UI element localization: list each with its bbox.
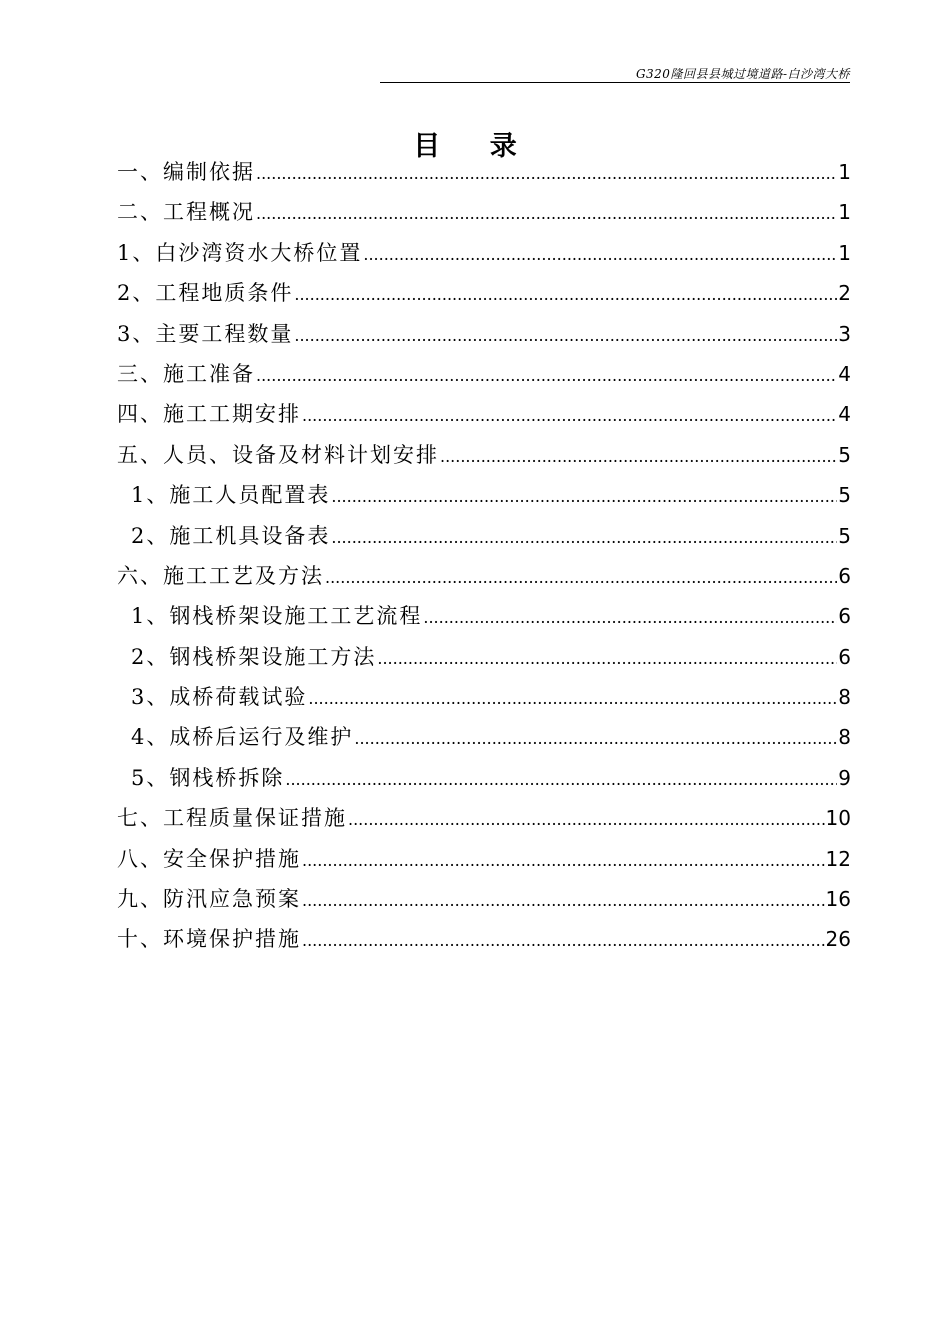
toc-entry-page-number: 5 xyxy=(838,523,851,548)
toc-dot-leader xyxy=(294,320,837,352)
toc-entry-page-number: 9 xyxy=(838,765,851,790)
toc-dot-leader xyxy=(256,360,837,392)
toc-dot-leader xyxy=(302,885,825,917)
toc-entry-label: 三、施工准备 xyxy=(117,361,255,386)
toc-entry-page-number: 6 xyxy=(838,604,851,629)
toc-entry-label: 九、防汛应急预案 xyxy=(117,887,301,912)
toc-entry[interactable] xyxy=(117,277,851,317)
toc-entry[interactable] xyxy=(117,318,851,358)
toc-entry[interactable] xyxy=(117,883,851,923)
toc-entry-label: 八、安全保护措施 xyxy=(117,846,301,871)
toc-entry-label: 四、施工工期安排 xyxy=(117,402,301,427)
toc-dot-leader xyxy=(302,925,825,957)
toc-dot-leader xyxy=(377,643,837,675)
toc-entry-label: 3、主要工程数量 xyxy=(117,321,294,346)
toc-dot-leader xyxy=(331,522,837,554)
toc-entry-page-number: 8 xyxy=(838,685,851,710)
toc-entry[interactable] xyxy=(117,196,851,236)
header-text: G320隆回县县城过境道路-白沙湾大桥 xyxy=(635,67,850,81)
toc-entry-label: 1、施工人员配置表 xyxy=(131,483,331,508)
toc-entry-page-number: 10 xyxy=(825,806,851,831)
toc-dot-leader xyxy=(331,481,837,513)
toc-entry[interactable] xyxy=(117,843,851,883)
toc-entry[interactable] xyxy=(117,520,851,560)
toc-dot-leader xyxy=(325,562,837,594)
toc-entry-label: 5、钢栈桥拆除 xyxy=(131,765,285,790)
toc-entry-label: 十、环境保护措施 xyxy=(117,927,301,952)
toc-entry-label: 二、工程概况 xyxy=(117,200,255,225)
toc-entry-label: 1、白沙湾资水大桥位置 xyxy=(117,240,363,265)
toc-entry-page-number: 2 xyxy=(838,281,851,306)
toc-entry[interactable] xyxy=(117,156,851,196)
toc-entry-page-number: 4 xyxy=(838,361,851,386)
toc-entry-label: 4、成桥后运行及维护 xyxy=(131,725,354,750)
toc-entry-page-number: 5 xyxy=(838,483,851,508)
toc-dot-leader xyxy=(354,723,837,755)
toc-entry-page-number: 1 xyxy=(838,240,851,265)
page-header xyxy=(380,62,850,83)
toc-entry-page-number: 6 xyxy=(838,563,851,588)
toc-dot-leader xyxy=(423,602,837,634)
toc-entry[interactable] xyxy=(117,923,851,963)
toc-entry[interactable] xyxy=(117,560,851,600)
toc-entry-label: 五、人员、设备及材料计划安排 xyxy=(117,442,439,467)
toc-entry-page-number: 16 xyxy=(825,887,851,912)
toc-entry-page-number: 1 xyxy=(838,160,851,184)
toc-entry[interactable] xyxy=(117,762,851,802)
toc-entry-page-number: 5 xyxy=(838,442,851,467)
toc-entry-page-number: 6 xyxy=(838,644,851,669)
toc-dot-leader xyxy=(302,845,825,877)
toc-entry-label: 2、钢栈桥架设施工方法 xyxy=(131,644,377,669)
toc-entry-page-number: 26 xyxy=(825,927,851,952)
toc-entry-page-number: 1 xyxy=(838,200,851,225)
page-title: 目 录 xyxy=(413,131,537,162)
toc-entry-page-number: 12 xyxy=(825,846,851,871)
toc-dot-leader xyxy=(308,683,837,715)
toc-entry-page-number: 8 xyxy=(838,725,851,750)
toc-entry-label: 六、施工工艺及方法 xyxy=(117,563,324,588)
toc-dot-leader xyxy=(302,400,837,432)
toc-dot-leader xyxy=(294,279,837,311)
toc-entry-page-number: 3 xyxy=(838,321,851,346)
toc-entry-label: 2、工程地质条件 xyxy=(117,281,294,306)
toc-entry[interactable] xyxy=(117,479,851,519)
toc-entry[interactable] xyxy=(117,721,851,761)
toc-entry[interactable] xyxy=(117,439,851,479)
toc-dot-leader xyxy=(440,441,837,473)
toc-dot-leader xyxy=(348,804,825,836)
toc-entry[interactable] xyxy=(117,802,851,842)
toc-entry[interactable] xyxy=(117,237,851,277)
toc-dot-leader xyxy=(285,764,837,796)
toc-entry[interactable] xyxy=(117,681,851,721)
toc-entry[interactable] xyxy=(117,358,851,398)
toc-dot-leader xyxy=(256,158,837,190)
table-of-contents xyxy=(117,156,851,964)
toc-entry-label: 一、编制依据 xyxy=(117,160,255,184)
toc-entry[interactable] xyxy=(117,600,851,640)
toc-dot-leader xyxy=(363,239,837,271)
toc-entry[interactable] xyxy=(117,398,851,438)
toc-entry[interactable] xyxy=(117,641,851,681)
toc-entry-label: 3、成桥荷载试验 xyxy=(131,685,308,710)
toc-entry-label: 2、施工机具设备表 xyxy=(131,523,331,548)
toc-entry-label: 1、钢栈桥架设施工工艺流程 xyxy=(131,604,423,629)
toc-dot-leader xyxy=(256,198,837,230)
toc-entry-page-number: 4 xyxy=(838,402,851,427)
toc-entry-label: 七、工程质量保证措施 xyxy=(117,806,347,831)
